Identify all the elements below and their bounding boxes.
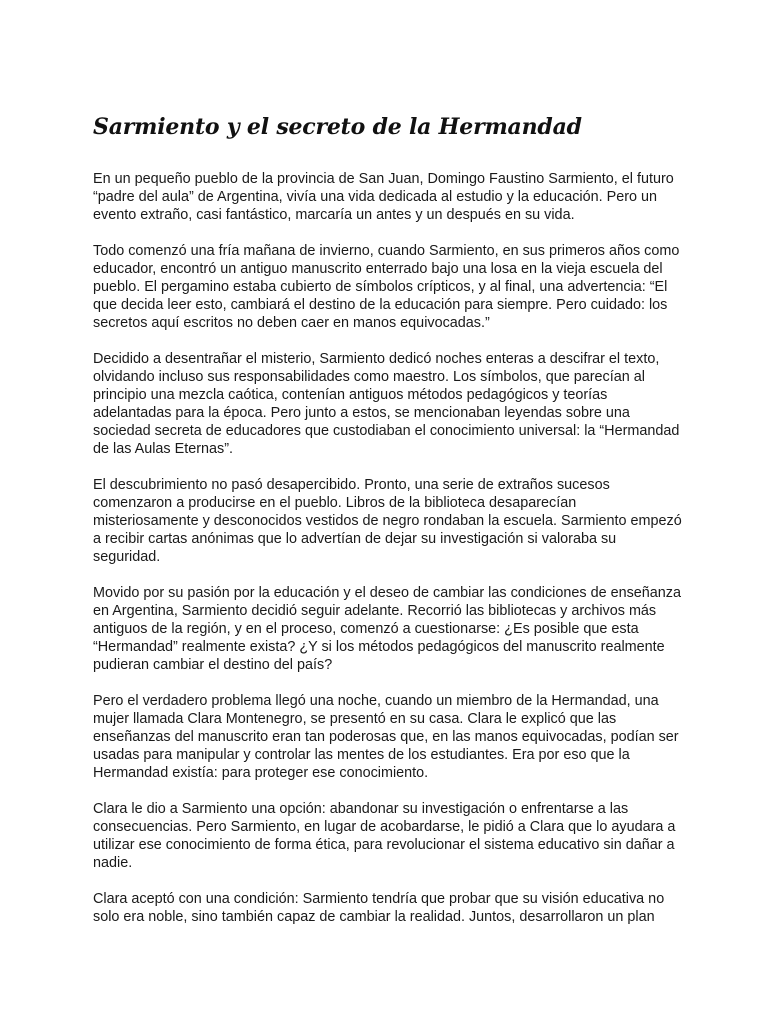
text-line: sociedad secreta de educadores que custodiaban el conocimiento universal: la “Hermandad [93, 423, 680, 439]
text-line: principio una mezcla caótica, contenían antiguos métodos pedagógicos y teorías [93, 387, 608, 403]
document-body [93, 170, 683, 944]
text-line: educador, encontró un antiguo manuscrito enterrado bajo una losa en la vieja escuela del [93, 261, 663, 277]
text-line: utilizar ese conocimiento de forma ética, para revolucionar el sistema educativo sin dañar a [93, 837, 675, 853]
text-line: “Hermandad” realmente exista? ¿Y si los métodos pedagógicos del manuscrito realmente [93, 639, 665, 655]
text-line: mujer llamada Clara Montenegro, se presentó en su casa. Clara le explicó que las [93, 711, 617, 727]
text-line: en Argentina, Sarmiento decidió seguir adelante. Recorrió las bibliotecas y archivos más [93, 603, 657, 619]
text-line: de las Aulas Eternas”. [93, 441, 233, 457]
text-line: pudieran cambiar el destino del país? [93, 657, 333, 673]
document-title: Sarmiento y el secreto de la Hermandad [93, 114, 582, 140]
paragraph [93, 476, 683, 566]
text-line: consecuencias. Pero Sarmiento, en lugar de acobardarse, le pidió a Clara que lo ayudara a [93, 819, 676, 835]
text-line: evento extraño, casi fantástico, marcaría un antes y un después en su vida. [93, 207, 575, 223]
paragraph [93, 692, 683, 782]
text-line: Todo comenzó una fría mañana de invierno, cuando Sarmiento, en sus primeros años como [93, 243, 680, 259]
text-line: nadie. [93, 855, 133, 871]
text-line: solo era noble, sino también capaz de cambiar la realidad. Juntos, desarrollaron un plan [93, 909, 655, 925]
text-line: Clara aceptó con una condición: Sarmiento tendría que probar que su visión educativa no [93, 891, 665, 907]
paragraph [93, 350, 683, 458]
text-line: seguridad. [93, 549, 161, 565]
text-line: Hermandad existía: para proteger ese conocimiento. [93, 765, 429, 781]
text-line: antiguos de la región, y en el proceso, comenzó a cuestionarse: ¿Es posible que esta [93, 621, 639, 637]
text-line: El descubrimiento no pasó desapercibido. Pronto, una serie de extraños sucesos [93, 477, 610, 493]
text-line: olvidando incluso sus responsabilidades como maestro. Los símbolos, que parecían al [93, 369, 645, 385]
text-line: Pero el verdadero problema llegó una noche, cuando un miembro de la Hermandad, una [93, 693, 659, 709]
text-line: Decidido a desentrañar el misterio, Sarmiento dedicó noches enteras a descifrar el texto, [93, 351, 660, 367]
paragraph [93, 800, 683, 872]
paragraph [93, 584, 683, 674]
paragraph [93, 170, 683, 224]
text-line: misteriosamente y desconocidos vestidos de negro rondaban la escuela. Sarmiento empezó [93, 513, 682, 529]
paragraph [93, 242, 683, 332]
text-line: comenzaron a producirse en el pueblo. Libros de la biblioteca desaparecían [93, 495, 577, 511]
text-line: adelantadas para la época. Pero junto a estos, se mencionaban leyendas sobre una [93, 405, 630, 421]
text-line: secretos aquí escritos no deben caer en manos equivocadas.” [93, 315, 490, 331]
text-line: que decida leer esto, cambiará el destino de la educación para siempre. Pero cuidado: los [93, 297, 668, 313]
text-line: pueblo. El pergamino estaba cubierto de símbolos crípticos, y al final, una advertencia: “El [93, 279, 668, 295]
text-line: usadas para manipular y controlar las mentes de los estudiantes. Era por eso que la [93, 747, 630, 763]
text-line: “padre del aula” de Argentina, vivía una vida dedicada al estudio y la educación. Pero un [93, 189, 658, 205]
text-line: Movido por su pasión por la educación y el deseo de cambiar las condiciones de enseñanza [93, 585, 681, 601]
paragraph [93, 890, 683, 926]
text-line: enseñanzas del manuscrito eran tan poderosas que, en las manos equivocadas, podían ser [93, 729, 679, 745]
text-line: a recibir cartas anónimas que lo advertían de dejar su investigación si valoraba su [93, 531, 617, 547]
text-line: Clara le dio a Sarmiento una opción: abandonar su investigación o enfrentarse a las [93, 801, 629, 817]
text-line: En un pequeño pueblo de la provincia de San Juan, Domingo Faustino Sarmiento, el futuro [93, 171, 674, 187]
